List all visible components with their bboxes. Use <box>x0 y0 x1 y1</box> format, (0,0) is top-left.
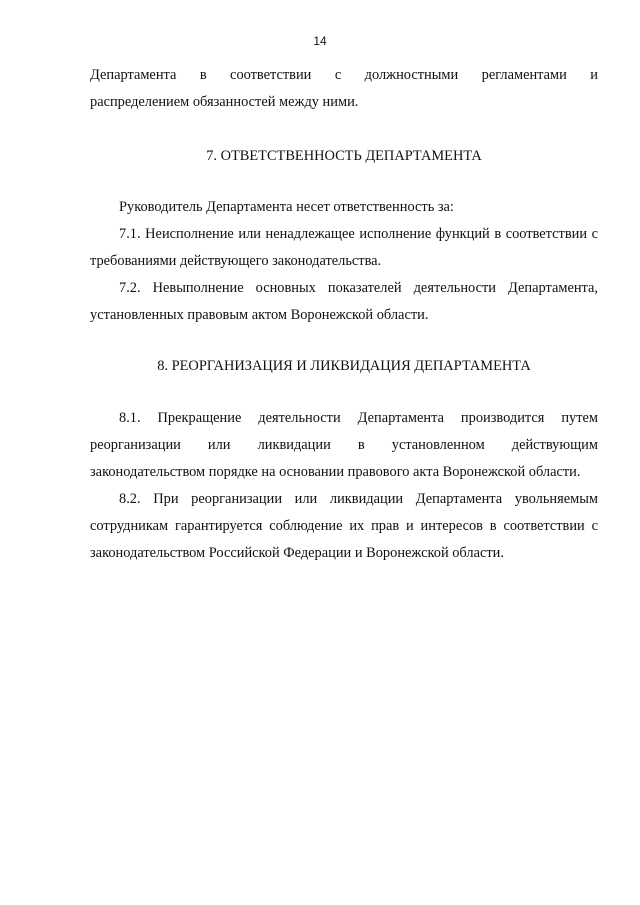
section-7-heading: 7. ОТВЕТСТВЕННОСТЬ ДЕПАРТАМЕНТА <box>206 148 482 164</box>
section-8-body <box>90 405 598 567</box>
page-number: 14 <box>313 34 327 48</box>
section-8-heading: 8. РЕОРГАНИЗАЦИЯ И ЛИКВИДАЦИЯ ДЕПАРТАМЕНТА <box>157 358 531 374</box>
continued-paragraph-line-2: распределением обязанностей между ними. <box>90 94 359 110</box>
section-8-item-2: 8.2. При реорганизации или ликвидации Департамента увольняемым сотрудникам гарантируется соблюдение их прав и интересов в соответствии с законодательством Российской Федерации и Воронежской области. <box>90 491 598 561</box>
section-7-body <box>90 194 598 329</box>
continued-paragraph-line-1: Департамента в соответствии с должностными регламентами и <box>90 67 598 83</box>
section-7-intro: Руководитель Департамента несет ответственность за: <box>119 199 454 215</box>
continued-paragraph <box>90 62 598 116</box>
section-7-item-2: 7.2. Невыполнение основных показателей деятельности Департамента, установленных правовым актом Воронежской области. <box>90 280 598 323</box>
section-7-item-1: 7.1. Неисполнение или ненадлежащее исполнение функций в соответствии с требованиями действующего законодательства. <box>90 226 598 269</box>
section-8-item-1: 8.1. Прекращение деятельности Департамента производится путем реорганизации или ликвидации в установленном действующим законодательством порядке на основании правового акта Воронежской области. <box>90 410 598 480</box>
